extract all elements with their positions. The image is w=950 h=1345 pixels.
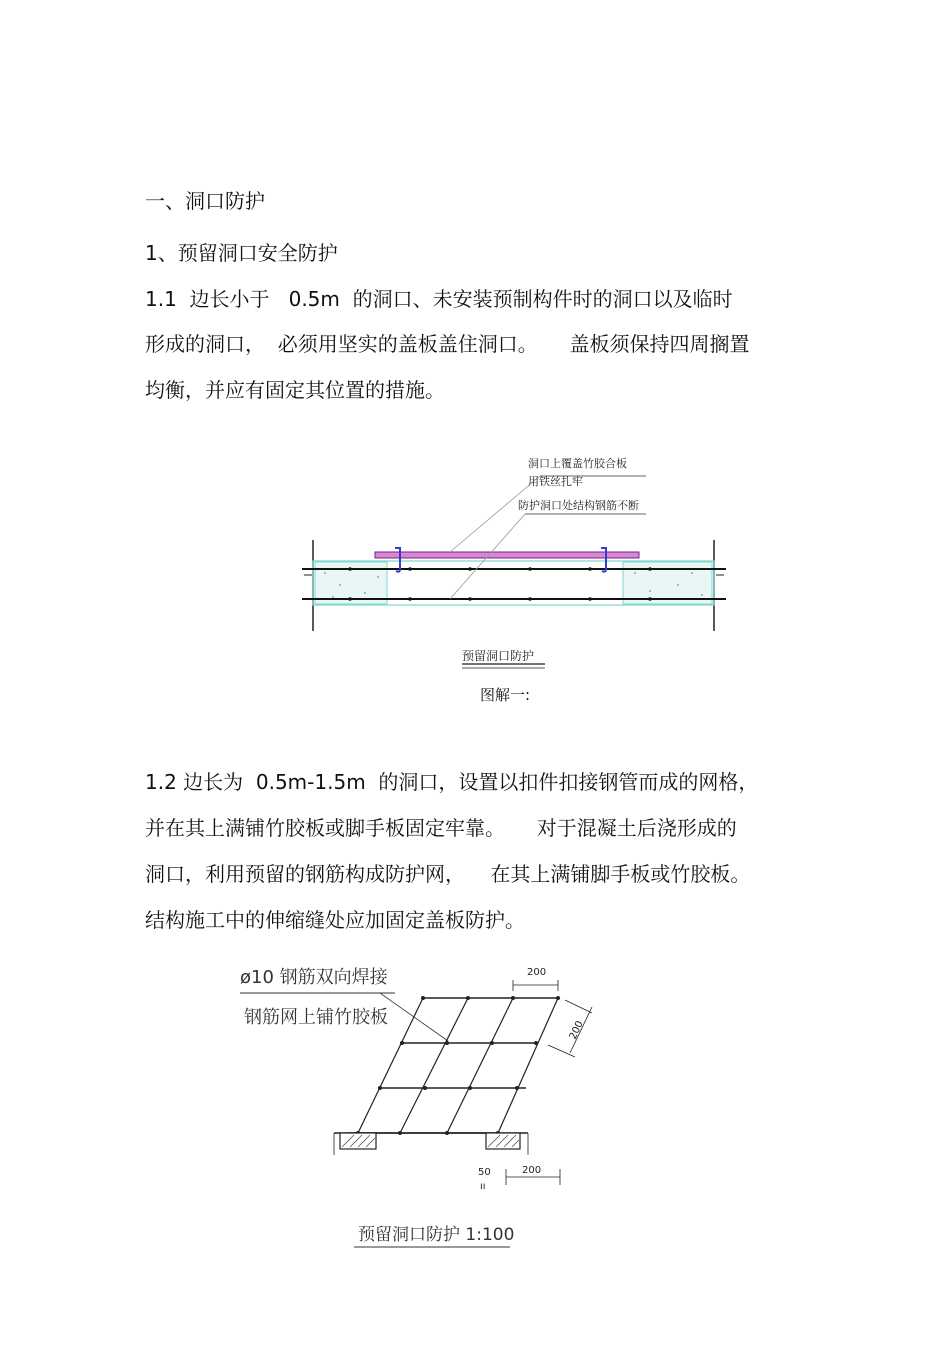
- label-cover-board: 洞口上覆盖竹胶合板: [528, 457, 627, 470]
- para2-line3: 洞口，利用预留的钢筋构成防护网， 在其上满铺脚手板或竹胶板。: [145, 862, 751, 886]
- label-mesh-board: 钢筋网上铺竹胶板: [244, 1007, 388, 1028]
- para2-line4: 结构施工中的伸缩缝处应加固定盖板防护。: [145, 908, 525, 932]
- para2-line2: 并在其上满铺竹胶板或脚手板固定牢靠。 对于混凝土后浇形成的: [145, 816, 737, 840]
- subsection-heading: 1、预留洞口安全防护: [145, 241, 338, 265]
- label-rebar-continuous: 防护洞口处结构钢筋不断: [518, 499, 639, 512]
- para1-line3: 均衡，并应有固定其位置的措施。: [145, 378, 445, 402]
- figure2-mesh-drawing: [230, 955, 630, 1255]
- dim-side: 200: [567, 1019, 586, 1042]
- para2-line1: 1.2 边长为 0.5m-1.5m 的洞口，设置以扣件扣接钢管而成的网格，: [145, 770, 759, 794]
- dim-top: 200: [527, 967, 547, 978]
- para1-line2: 形成的洞口， 必须用坚实的盖板盖住洞口。 盖板须保持四周搁置: [145, 332, 750, 356]
- para1-line1: 1.1 边长小于 0.5m 的洞口、未安装预制构件时的洞口以及临时: [145, 287, 733, 311]
- figure2-title: 预留洞口防护 1:100: [358, 1225, 515, 1245]
- label-wire-tie: 用铁丝扎牢: [528, 475, 583, 488]
- figure1-section-drawing: [290, 445, 730, 685]
- dim-small: 50: [478, 1167, 491, 1178]
- label-rebar-weld: ø10 钢筋双向焊接: [240, 967, 388, 988]
- dim-bottom: 200: [522, 1165, 542, 1176]
- dim-small-mark: ıı: [480, 1181, 486, 1192]
- figure1-title: 预留洞口防护: [462, 649, 535, 663]
- section-heading: 一、洞口防护: [145, 189, 265, 213]
- figure1-caption: 图解一:: [480, 686, 531, 704]
